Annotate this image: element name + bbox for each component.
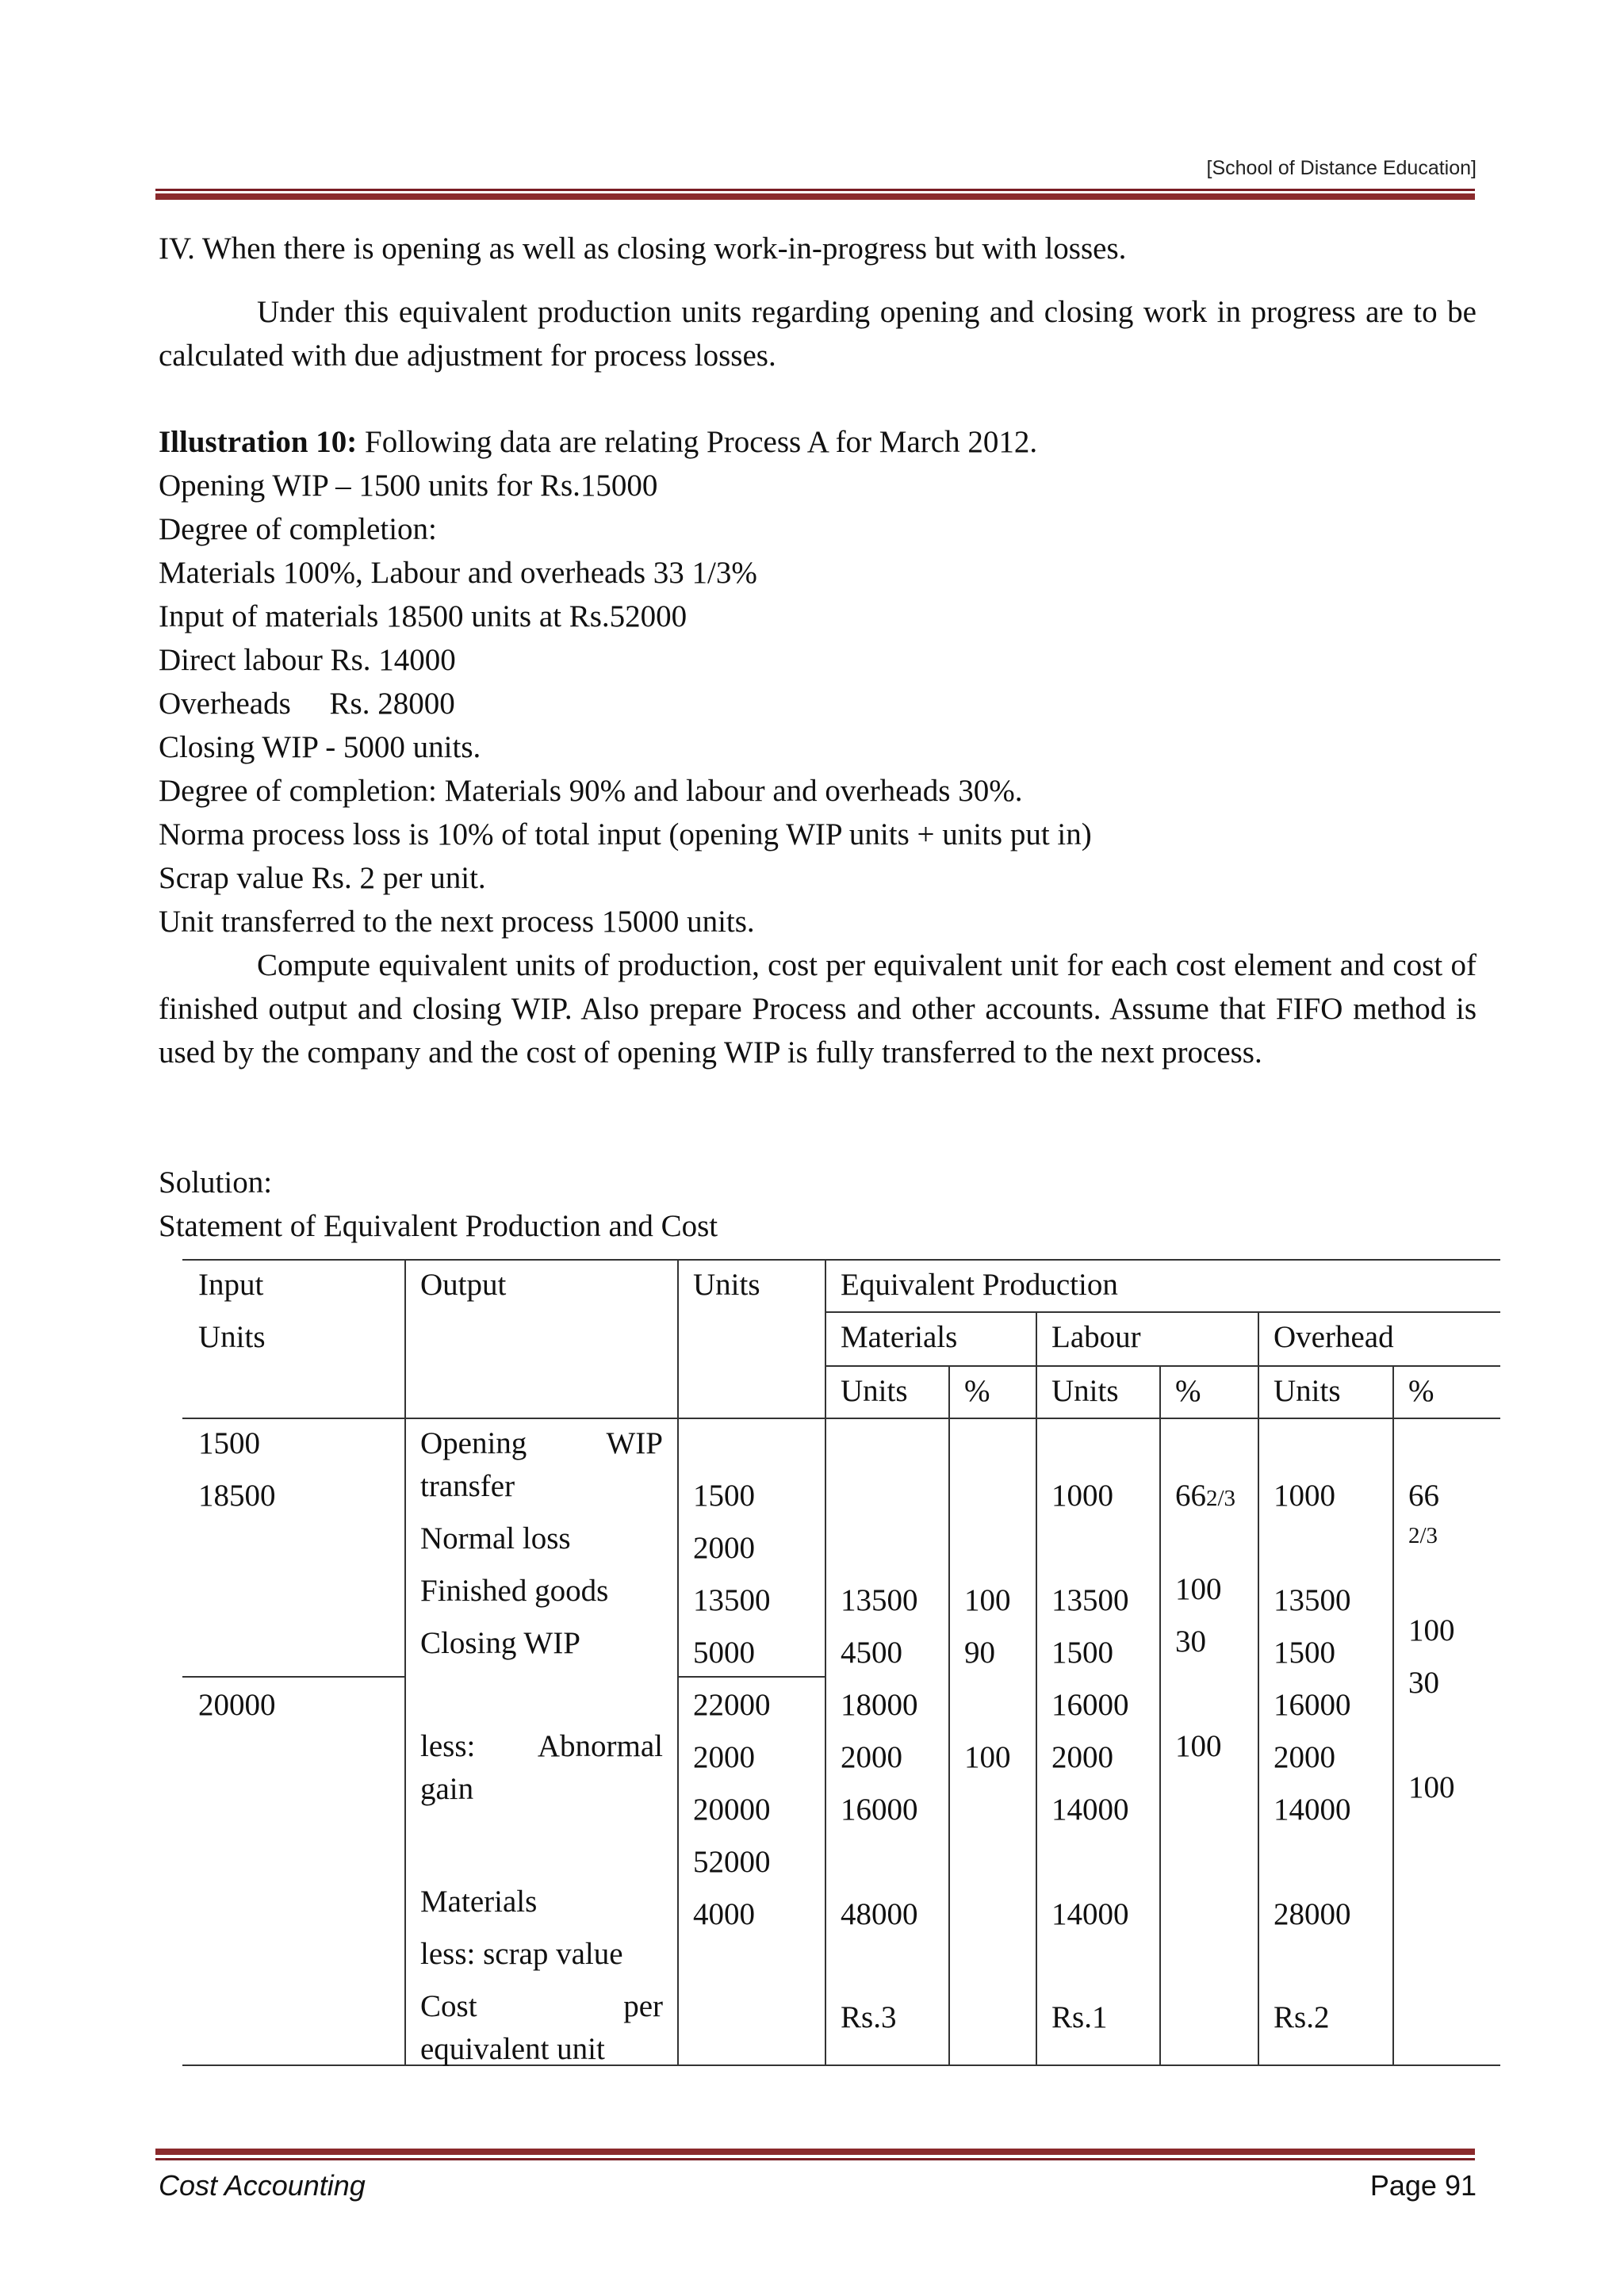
head-overhead: Overhead — [1274, 1320, 1394, 1354]
overhead-units-cell: 2000 — [1274, 1740, 1335, 1774]
data-line: Materials 100%, Labour and overheads 33 1/3% — [159, 556, 757, 590]
labour-pct-cell: 30 — [1175, 1624, 1206, 1659]
overhead-units-cell: 13500 — [1274, 1583, 1351, 1617]
units-cell: 52000 — [693, 1845, 771, 1879]
table-rule — [1159, 1365, 1161, 2066]
output-word: Opening — [420, 1426, 527, 1460]
labour-cost-per-unit: Rs.1 — [1051, 2000, 1108, 2034]
materials-units-cell: 4500 — [841, 1636, 902, 1670]
solution-label: Solution: — [159, 1165, 273, 1200]
overhead-pct-fraction: 2/3 — [1408, 1523, 1438, 1548]
output-cost-per — [420, 1985, 663, 2028]
section-heading: IV. When there is opening as well as closing work-in-progress but with losses. — [159, 232, 1127, 266]
output-materials: Materials — [420, 1885, 538, 1919]
pct-fraction: 2/3 — [1206, 1486, 1236, 1511]
table-rule — [182, 1418, 1500, 1419]
materials-units-cell: 18000 — [841, 1688, 918, 1722]
data-line: Degree of completion: — [159, 512, 437, 546]
head-ovh-pct: % — [1408, 1374, 1434, 1408]
materials-units-cell: 13500 — [841, 1583, 918, 1617]
labour-pct-cell — [1175, 1475, 1235, 1520]
labour-units-cell: 13500 — [1051, 1583, 1129, 1617]
illustration-label: Illustration 10: — [159, 425, 358, 459]
table-rule — [182, 2064, 1500, 2066]
footer-course-title: Cost Accounting — [159, 2169, 366, 2202]
head-input-units: Units — [198, 1320, 266, 1354]
header-rule-thick — [155, 193, 1475, 200]
units-cell: 4000 — [693, 1897, 755, 1931]
overhead-cost-per-unit: Rs.2 — [1274, 2000, 1330, 2034]
data-line: Scrap value Rs. 2 per unit. — [159, 861, 486, 895]
footer-page-number: Page 91 — [1369, 2169, 1477, 2202]
overhead-pct-cell: 66 — [1408, 1479, 1439, 1513]
table-rule — [677, 1259, 679, 2066]
data-line: Unit transferred to the next process 15000 units. — [159, 905, 755, 939]
table-rule — [679, 1676, 826, 1678]
output-word: Abnormal — [537, 1729, 663, 1763]
head-lab-pct: % — [1175, 1374, 1201, 1408]
table-rule — [404, 1259, 406, 2066]
output-equivalent-unit: equivalent unit — [420, 2032, 605, 2066]
overhead-pct-cell: 100 — [1408, 1613, 1455, 1647]
data-line: Direct labour Rs. 14000 — [159, 643, 456, 677]
output-transfer: transfer — [420, 1469, 515, 1503]
output-closing-wip: Closing WIP — [420, 1626, 580, 1660]
table-rule — [825, 1311, 1500, 1313]
overhead-units-cell: 1000 — [1274, 1479, 1335, 1513]
overhead-units-cell: 1500 — [1274, 1636, 1335, 1670]
units-cell: 2000 — [693, 1740, 755, 1774]
data-line: Closing WIP - 5000 units. — [159, 730, 481, 764]
output-less-abnormal — [420, 1725, 663, 1768]
input-units-total: 20000 — [198, 1688, 276, 1722]
materials-units-cell: 2000 — [841, 1740, 902, 1774]
units-cell: 5000 — [693, 1636, 755, 1670]
overhead-units-cell: 14000 — [1274, 1793, 1351, 1827]
units-cell: 20000 — [693, 1793, 771, 1827]
output-word: less: — [420, 1729, 476, 1763]
data-line: Degree of completion: Materials 90% and labour and overheads 30%. — [159, 774, 1023, 808]
head-equivalent-production: Equivalent Production — [841, 1268, 1118, 1302]
data-line: Opening WIP – 1500 units for Rs.15000 — [159, 469, 658, 503]
illustration-title: Following data are relating Process A for March 2012. — [357, 425, 1038, 459]
intro-paragraph: Under this equivalent production units regarding opening and closing work in progress are to be calculated with due adjustment for process losses. — [159, 295, 1477, 373]
labour-units-cell: 16000 — [1051, 1688, 1129, 1722]
materials-pct-cell: 100 — [964, 1583, 1011, 1617]
materials-cost-per-unit: Rs.3 — [841, 2000, 897, 2034]
overhead-pct-cell: 30 — [1408, 1666, 1439, 1700]
header-institution: [School of Distance Education] — [1206, 157, 1477, 179]
illustration-heading — [159, 420, 1037, 464]
labour-pct-cell: 100 — [1175, 1729, 1222, 1763]
head-input: Input — [198, 1268, 264, 1302]
data-line: Norma process loss is 10% of total input (opening WIP units + units put in) — [159, 817, 1092, 851]
labour-units-cell: 1000 — [1051, 1479, 1113, 1513]
footer-rule-thick — [155, 2149, 1475, 2155]
head-units: Units — [693, 1268, 760, 1302]
materials-pct-cell: 100 — [964, 1740, 1011, 1774]
table-rule — [825, 1365, 1500, 1367]
input-units-cell: 1500 — [198, 1426, 260, 1460]
footer-rule-thin — [155, 2158, 1475, 2160]
labour-units-cell: 1500 — [1051, 1636, 1113, 1670]
units-cell: 2000 — [693, 1531, 755, 1565]
output-word: per — [623, 1989, 663, 2023]
data-line: Overheads Rs. 28000 — [159, 687, 455, 721]
materials-units-cell: 16000 — [841, 1793, 918, 1827]
head-labour: Labour — [1051, 1320, 1141, 1354]
materials-pct-cell: 90 — [964, 1636, 995, 1670]
question-paragraph: Compute equivalent units of production, cost per equivalent unit for each cost element and cost of finished output and closing WIP. Also prepare Process and other accounts. Assume that FIFO method is used by the company and the cost of opening WIP is fully transferred to the next process. — [159, 948, 1477, 1070]
input-units-cell: 18500 — [198, 1479, 276, 1513]
units-cell: 13500 — [693, 1583, 771, 1617]
overhead-units-cell: 16000 — [1274, 1688, 1351, 1722]
output-opening-wip — [420, 1422, 663, 1465]
table-rule — [1036, 1311, 1037, 2066]
head-mat-pct: % — [964, 1374, 990, 1408]
labour-units-cell: 14000 — [1051, 1897, 1129, 1931]
labour-units-cell: 14000 — [1051, 1793, 1129, 1827]
head-ovh-units: Units — [1274, 1374, 1341, 1408]
output-normal-loss: Normal loss — [420, 1521, 571, 1556]
statement-title: Statement of Equivalent Production and Cost — [159, 1209, 718, 1243]
labour-pct-cell: 100 — [1175, 1572, 1222, 1606]
data-line: Input of materials 18500 units at Rs.52000 — [159, 599, 688, 633]
table-rule — [182, 1676, 404, 1678]
equivalent-production-table — [182, 1259, 1500, 2066]
table-rule — [948, 1365, 950, 2066]
materials-units-cell: 48000 — [841, 1897, 918, 1931]
head-materials: Materials — [841, 1320, 958, 1354]
output-word: WIP — [606, 1426, 663, 1460]
output-scrap-value: less: scrap value — [420, 1937, 623, 1971]
head-output: Output — [420, 1268, 507, 1302]
table-rule — [182, 1259, 1500, 1261]
labour-units-cell: 2000 — [1051, 1740, 1113, 1774]
units-cell: 22000 — [693, 1688, 771, 1722]
output-finished-goods: Finished goods — [420, 1574, 609, 1608]
table-rule — [1258, 1311, 1259, 2066]
output-word: Cost — [420, 1989, 477, 2023]
table-rule — [825, 1259, 826, 2066]
head-mat-units: Units — [841, 1374, 908, 1408]
table-rule — [1392, 1365, 1394, 2066]
output-gain: gain — [420, 1772, 474, 1806]
pct-whole: 66 — [1175, 1479, 1206, 1513]
head-lab-units: Units — [1051, 1374, 1119, 1408]
overhead-pct-cell: 100 — [1408, 1770, 1455, 1804]
units-cell: 1500 — [693, 1479, 755, 1513]
overhead-units-cell: 28000 — [1274, 1897, 1351, 1931]
header-rule-thin — [155, 189, 1475, 191]
